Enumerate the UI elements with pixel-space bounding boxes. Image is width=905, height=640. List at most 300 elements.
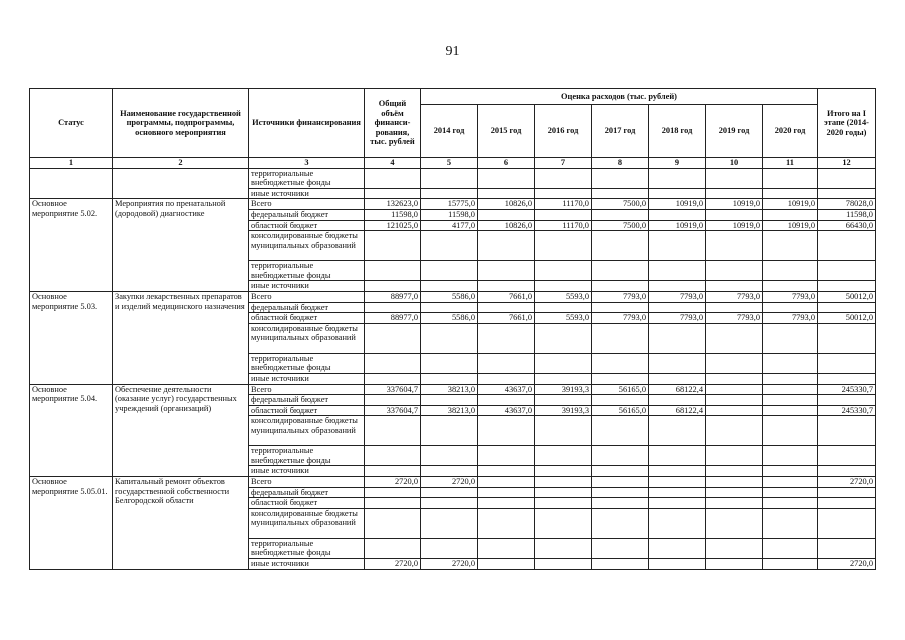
financing-source: территориальные внебюджетные фонды	[249, 538, 365, 558]
row-name: Закупки лекарственных препаратов и изделий медицинского назначения	[113, 291, 249, 384]
year-amount	[649, 209, 706, 220]
year-amount	[763, 168, 818, 188]
year-amount	[535, 395, 592, 406]
financing-source: федеральный бюджет	[249, 487, 365, 498]
row-status: Основное мероприятие 5.03.	[30, 291, 113, 384]
year-amount	[421, 168, 478, 188]
year-amount	[706, 538, 763, 558]
table-body	[30, 168, 876, 569]
year-amount	[478, 508, 535, 538]
year-amount: 10919,0	[706, 220, 763, 231]
stage-total-amount	[818, 416, 876, 446]
stage-total-amount	[818, 188, 876, 199]
total-amount	[365, 188, 421, 199]
stage-total-amount	[818, 487, 876, 498]
financing-source: областной бюджет	[249, 220, 365, 231]
year-amount	[649, 168, 706, 188]
header-year: 2014 год	[421, 105, 478, 158]
column-number: 11	[763, 158, 818, 169]
year-amount	[592, 395, 649, 406]
year-amount	[706, 416, 763, 446]
year-amount	[478, 487, 535, 498]
stage-total-amount: 245330,7	[818, 384, 876, 395]
year-amount: 56165,0	[592, 405, 649, 416]
stage-total-amount: 11598,0	[818, 209, 876, 220]
year-amount	[592, 477, 649, 488]
year-amount	[649, 302, 706, 313]
year-amount	[763, 323, 818, 353]
year-amount	[421, 416, 478, 446]
year-amount	[421, 487, 478, 498]
year-amount	[421, 446, 478, 466]
year-amount: 5593,0	[535, 313, 592, 324]
financing-source: иные источники	[249, 559, 365, 570]
total-amount: 121025,0	[365, 220, 421, 231]
year-amount	[649, 231, 706, 261]
financing-source: областной бюджет	[249, 498, 365, 509]
year-amount	[649, 323, 706, 353]
year-amount: 10826,0	[478, 220, 535, 231]
year-amount	[763, 498, 818, 509]
financing-source: федеральный бюджет	[249, 209, 365, 220]
year-amount	[706, 209, 763, 220]
year-amount: 10919,0	[763, 199, 818, 210]
year-amount	[649, 373, 706, 384]
total-amount	[365, 416, 421, 446]
financing-source: территориальные внебюджетные фонды	[249, 261, 365, 281]
year-amount	[706, 477, 763, 488]
year-amount: 4177,0	[421, 220, 478, 231]
year-amount	[478, 416, 535, 446]
row-status: Основное мероприятие 5.04.	[30, 384, 113, 477]
year-amount	[535, 168, 592, 188]
year-amount	[706, 353, 763, 373]
year-amount	[421, 353, 478, 373]
column-number: 8	[592, 158, 649, 169]
stage-total-amount: 245330,7	[818, 405, 876, 416]
year-amount	[649, 508, 706, 538]
year-amount	[421, 466, 478, 477]
year-amount: 11598,0	[421, 209, 478, 220]
year-amount: 2720,0	[421, 477, 478, 488]
column-number: 9	[649, 158, 706, 169]
year-amount	[649, 261, 706, 281]
year-amount	[763, 416, 818, 446]
year-amount	[421, 538, 478, 558]
total-amount	[365, 353, 421, 373]
year-amount: 7793,0	[706, 313, 763, 324]
year-amount: 5586,0	[421, 313, 478, 324]
column-number: 6	[478, 158, 535, 169]
year-amount	[421, 395, 478, 406]
year-amount	[592, 261, 649, 281]
financing-source: территориальные внебюджетные фонды	[249, 353, 365, 373]
year-amount	[592, 559, 649, 570]
table-row	[30, 168, 876, 188]
year-amount: 10919,0	[649, 220, 706, 231]
year-amount	[706, 168, 763, 188]
stage-total-amount: 66430,0	[818, 220, 876, 231]
year-amount: 7500,0	[592, 220, 649, 231]
total-amount: 2720,0	[365, 559, 421, 570]
header-year: 2018 год	[649, 105, 706, 158]
year-amount	[535, 231, 592, 261]
column-number: 4	[365, 158, 421, 169]
year-amount	[649, 446, 706, 466]
year-amount	[421, 373, 478, 384]
year-amount: 38213,0	[421, 384, 478, 395]
stage-total-amount	[818, 168, 876, 188]
financing-source: иные источники	[249, 281, 365, 292]
year-amount: 7793,0	[649, 313, 706, 324]
year-amount	[535, 302, 592, 313]
financing-source: иные источники	[249, 373, 365, 384]
year-amount: 10919,0	[763, 220, 818, 231]
year-amount	[478, 466, 535, 477]
financing-source: федеральный бюджет	[249, 302, 365, 313]
table-row	[30, 384, 876, 395]
year-amount: 10919,0	[649, 199, 706, 210]
year-amount	[535, 559, 592, 570]
year-amount	[535, 261, 592, 281]
year-amount	[649, 416, 706, 446]
column-number-row	[30, 158, 876, 169]
financing-source: консолидированные бюджеты муниципальных образований	[249, 323, 365, 353]
year-amount	[421, 302, 478, 313]
stage-total-amount	[818, 466, 876, 477]
year-amount	[706, 559, 763, 570]
header-sources: Источники финансирования	[249, 89, 365, 158]
table-row	[30, 199, 876, 210]
stage-total-amount	[818, 538, 876, 558]
year-amount	[421, 188, 478, 199]
total-amount	[365, 446, 421, 466]
year-amount	[535, 477, 592, 488]
total-amount	[365, 498, 421, 509]
total-amount	[365, 373, 421, 384]
financing-source: Всего	[249, 199, 365, 210]
year-amount	[763, 466, 818, 477]
total-amount: 337604,7	[365, 405, 421, 416]
year-amount	[592, 188, 649, 199]
year-amount	[763, 281, 818, 292]
year-amount	[478, 231, 535, 261]
row-status	[30, 168, 113, 199]
year-amount	[478, 323, 535, 353]
year-amount	[478, 261, 535, 281]
year-amount: 2720,0	[421, 559, 478, 570]
year-amount	[763, 209, 818, 220]
year-amount: 5586,0	[421, 291, 478, 302]
year-amount	[478, 538, 535, 558]
year-amount: 7793,0	[763, 291, 818, 302]
year-amount	[763, 487, 818, 498]
total-amount	[365, 168, 421, 188]
year-amount	[535, 323, 592, 353]
year-amount	[706, 466, 763, 477]
financing-source: территориальные внебюджетные фонды	[249, 168, 365, 188]
year-amount: 39193,3	[535, 384, 592, 395]
year-amount	[706, 261, 763, 281]
year-amount	[649, 487, 706, 498]
year-amount	[478, 188, 535, 199]
total-amount: 132623,0	[365, 199, 421, 210]
year-amount: 7661,0	[478, 291, 535, 302]
stage-total-amount	[818, 373, 876, 384]
total-amount: 2720,0	[365, 477, 421, 488]
header-total: Общий объём финанси-рования, тыс. рублей	[365, 89, 421, 158]
year-amount	[763, 477, 818, 488]
year-amount: 5593,0	[535, 291, 592, 302]
year-amount	[535, 209, 592, 220]
year-amount	[478, 281, 535, 292]
year-amount	[478, 209, 535, 220]
stage-total-amount: 50012,0	[818, 291, 876, 302]
year-amount: 10919,0	[706, 199, 763, 210]
year-amount	[706, 446, 763, 466]
year-amount: 11170,0	[535, 199, 592, 210]
header-estimate: Оценка расходов (тыс. рублей)	[421, 89, 818, 105]
year-amount	[592, 209, 649, 220]
total-amount	[365, 261, 421, 281]
year-amount	[706, 395, 763, 406]
year-amount	[592, 508, 649, 538]
stage-total-amount	[818, 446, 876, 466]
column-number: 5	[421, 158, 478, 169]
stage-total-amount: 78028,0	[818, 199, 876, 210]
row-name: Обеспечение деятельности (оказание услуг) государственных учреждений (организаций)	[113, 384, 249, 477]
year-amount	[649, 353, 706, 373]
financing-source: Всего	[249, 291, 365, 302]
year-amount	[706, 323, 763, 353]
year-amount: 7793,0	[649, 291, 706, 302]
table-row	[30, 477, 876, 488]
year-amount: 38213,0	[421, 405, 478, 416]
year-amount	[706, 487, 763, 498]
year-amount	[478, 446, 535, 466]
year-amount: 56165,0	[592, 384, 649, 395]
year-amount	[478, 373, 535, 384]
stage-total-amount	[818, 395, 876, 406]
header-year: 2020 год	[763, 105, 818, 158]
year-amount	[706, 498, 763, 509]
column-number: 2	[113, 158, 249, 169]
year-amount	[649, 466, 706, 477]
year-amount	[649, 188, 706, 199]
year-amount	[592, 323, 649, 353]
year-amount	[649, 395, 706, 406]
year-amount	[592, 353, 649, 373]
total-amount	[365, 508, 421, 538]
total-amount: 88977,0	[365, 313, 421, 324]
total-amount	[365, 487, 421, 498]
year-amount	[706, 281, 763, 292]
year-amount	[649, 559, 706, 570]
year-amount	[535, 188, 592, 199]
budget-table	[29, 88, 876, 570]
year-amount	[592, 446, 649, 466]
year-amount	[592, 373, 649, 384]
row-name	[113, 168, 249, 199]
total-amount: 337604,7	[365, 384, 421, 395]
total-amount	[365, 281, 421, 292]
stage-total-amount: 50012,0	[818, 313, 876, 324]
financing-source: областной бюджет	[249, 313, 365, 324]
year-amount	[478, 302, 535, 313]
year-amount	[763, 384, 818, 395]
total-amount	[365, 302, 421, 313]
stage-total-amount	[818, 281, 876, 292]
year-amount	[478, 477, 535, 488]
year-amount	[478, 559, 535, 570]
stage-total-amount	[818, 323, 876, 353]
year-amount	[478, 353, 535, 373]
year-amount	[592, 538, 649, 558]
year-amount	[592, 168, 649, 188]
year-amount	[763, 261, 818, 281]
total-amount	[365, 538, 421, 558]
financing-source: Всего	[249, 384, 365, 395]
header-year: 2016 год	[535, 105, 592, 158]
year-amount: 68122,4	[649, 384, 706, 395]
stage-total-amount	[818, 302, 876, 313]
year-amount	[592, 466, 649, 477]
year-amount	[478, 395, 535, 406]
financing-source: консолидированные бюджеты муниципальных образований	[249, 508, 365, 538]
year-amount: 7793,0	[592, 291, 649, 302]
year-amount	[592, 487, 649, 498]
year-amount: 68122,4	[649, 405, 706, 416]
year-amount	[535, 281, 592, 292]
header-year: 2017 год	[592, 105, 649, 158]
year-amount	[763, 508, 818, 538]
year-amount: 7661,0	[478, 313, 535, 324]
total-amount	[365, 323, 421, 353]
year-amount	[763, 231, 818, 261]
year-amount	[421, 281, 478, 292]
year-amount	[535, 416, 592, 446]
header-name: Наименование государственной программы, подпрограммы, основного мероприятия	[113, 89, 249, 158]
year-amount	[592, 231, 649, 261]
financing-source: Всего	[249, 477, 365, 488]
stage-total-amount: 2720,0	[818, 477, 876, 488]
year-amount: 39193,3	[535, 405, 592, 416]
year-amount	[763, 395, 818, 406]
year-amount	[649, 538, 706, 558]
header-year: 2015 год	[478, 105, 535, 158]
year-amount: 43637,0	[478, 384, 535, 395]
total-amount: 11598,0	[365, 209, 421, 220]
year-amount	[478, 168, 535, 188]
year-amount: 7793,0	[706, 291, 763, 302]
year-amount	[421, 508, 478, 538]
stage-total-amount	[818, 498, 876, 509]
year-amount	[421, 261, 478, 281]
year-amount	[706, 231, 763, 261]
year-amount	[763, 373, 818, 384]
table-header	[30, 89, 876, 169]
year-amount	[763, 188, 818, 199]
year-amount	[706, 302, 763, 313]
year-amount	[706, 405, 763, 416]
stage-total-amount	[818, 353, 876, 373]
header-stage-total: Итого на I этапе (2014-2020 годы)	[818, 89, 876, 158]
row-name: Капитальный ремонт объектов государственной собственности Белгородской области	[113, 477, 249, 570]
financing-source: иные источники	[249, 188, 365, 199]
year-amount	[763, 559, 818, 570]
financing-source: федеральный бюджет	[249, 395, 365, 406]
year-amount: 15775,0	[421, 199, 478, 210]
year-amount: 43637,0	[478, 405, 535, 416]
year-amount	[535, 487, 592, 498]
stage-total-amount	[818, 261, 876, 281]
financing-source: иные источники	[249, 466, 365, 477]
year-amount	[535, 446, 592, 466]
column-number: 3	[249, 158, 365, 169]
column-number: 7	[535, 158, 592, 169]
year-amount	[478, 498, 535, 509]
page-number: 91	[445, 44, 460, 59]
year-amount	[649, 477, 706, 488]
total-amount	[365, 395, 421, 406]
column-number: 10	[706, 158, 763, 169]
table-row	[30, 291, 876, 302]
column-number: 1	[30, 158, 113, 169]
year-amount	[706, 384, 763, 395]
total-amount	[365, 466, 421, 477]
year-amount	[535, 373, 592, 384]
year-amount	[763, 302, 818, 313]
year-amount	[421, 498, 478, 509]
row-status: Основное мероприятие 5.02.	[30, 199, 113, 292]
financing-source: консолидированные бюджеты муниципальных образований	[249, 231, 365, 261]
header-status: Статус	[30, 89, 113, 158]
total-amount	[365, 231, 421, 261]
year-amount	[763, 446, 818, 466]
year-amount	[706, 188, 763, 199]
column-number: 12	[818, 158, 876, 169]
year-amount	[592, 416, 649, 446]
year-amount	[535, 538, 592, 558]
year-amount: 11170,0	[535, 220, 592, 231]
year-amount	[706, 373, 763, 384]
row-status: Основное мероприятие 5.05.01.	[30, 477, 113, 570]
year-amount	[592, 302, 649, 313]
stage-total-amount	[818, 231, 876, 261]
year-amount	[592, 498, 649, 509]
year-amount	[649, 498, 706, 509]
financing-source: областной бюджет	[249, 405, 365, 416]
year-amount	[421, 323, 478, 353]
year-amount: 7500,0	[592, 199, 649, 210]
financing-source: территориальные внебюджетные фонды	[249, 446, 365, 466]
row-name: Мероприятия по пренатальной (дородовой) диагностике	[113, 199, 249, 292]
year-amount	[421, 231, 478, 261]
stage-total-amount	[818, 508, 876, 538]
year-amount	[592, 281, 649, 292]
year-amount: 7793,0	[763, 313, 818, 324]
financing-source: консолидированные бюджеты муниципальных образований	[249, 416, 365, 446]
year-amount: 7793,0	[592, 313, 649, 324]
stage-total-amount: 2720,0	[818, 559, 876, 570]
year-amount	[706, 508, 763, 538]
year-amount	[649, 281, 706, 292]
year-amount	[763, 353, 818, 373]
year-amount	[535, 508, 592, 538]
total-amount: 88977,0	[365, 291, 421, 302]
header-year: 2019 год	[706, 105, 763, 158]
year-amount	[763, 538, 818, 558]
